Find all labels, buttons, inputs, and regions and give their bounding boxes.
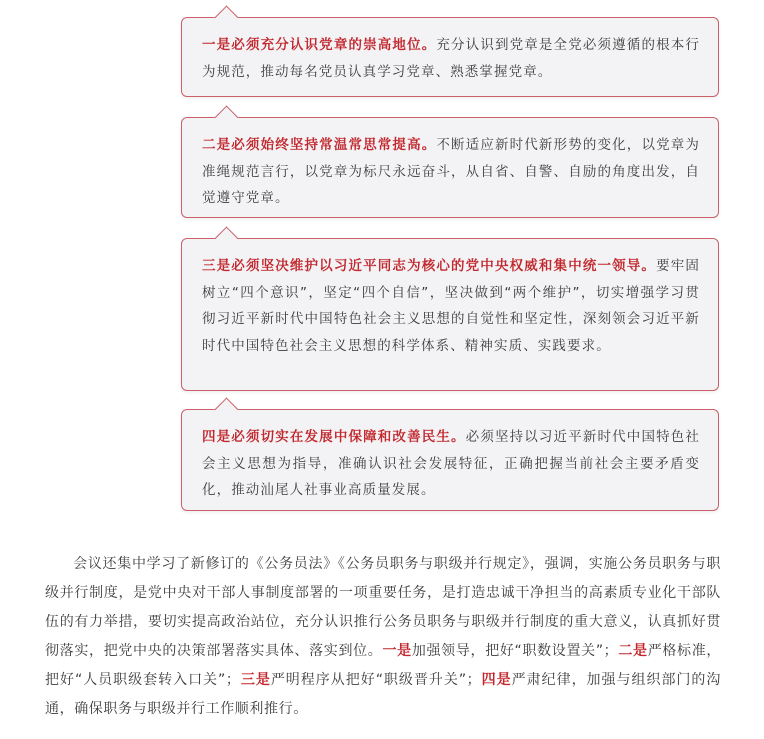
point-1-text <box>202 32 700 85</box>
callout-notch <box>214 5 238 29</box>
point-4-body: 必须坚持以习近平新时代中国特色社会主义思想为指导，准确认识社会发展特征，正确把握当前社会主要矛盾变化，推动汕尾人社事业高质量发展。 <box>202 429 700 498</box>
point-3-text <box>202 253 700 359</box>
marker-3: 三是 <box>240 672 271 688</box>
point-2-text <box>202 132 700 212</box>
paragraph-item-3: 严明程序从把好“职级晋升关”； <box>270 672 482 688</box>
paragraph-item-1: 加强领导，把好“职数设置关”； <box>411 643 619 659</box>
point-4-text <box>202 424 700 504</box>
point-3-lead: 三是必须坚决维护以习近平同志为核心的党中央权威和集中统一领导。 <box>202 258 657 274</box>
callout-notch <box>214 105 238 129</box>
marker-2: 二是 <box>618 643 648 659</box>
callout-notch <box>214 226 238 250</box>
paragraph-item-4: 严肃纪律，加强与组织部门的沟通，确保职务与职级并行工作顺利推行。 <box>45 672 721 717</box>
point-4-lead: 四是必须切实在发展中保障和改善民生。 <box>202 429 466 445</box>
point-box-4 <box>181 409 719 511</box>
point-3-body: 要牢固树立“四个意识”，坚定“四个自信”，坚决做到“两个维护”，切实增强学习贯彻习近平新时代中国特色社会主义思想的自觉性和坚定性，深刻领会习近平新时代中国特色社会主义思想的科学体系、精神实质、实践要求。 <box>202 258 700 354</box>
point-1-lead: 一是必须充分认识党章的崇高地位。 <box>202 37 437 53</box>
point-box-2 <box>181 117 719 218</box>
point-1-body: 充分认识到党章是全党必须遵循的根本行为规范，推动每名党员认真学习党章、熟悉掌握党章。 <box>202 37 700 80</box>
callout-notch <box>214 397 238 421</box>
paragraph-item-2: 严格标准，把好“人员职级套转入口关”； <box>45 643 721 688</box>
body-paragraph <box>45 550 721 724</box>
point-box-3 <box>181 238 719 391</box>
marker-4: 四是 <box>481 672 512 688</box>
point-box-1 <box>181 17 719 97</box>
point-2-body: 不断适应新时代新形势的变化，以党章为准绳规范言行，以党章为标尺永远奋斗，从自省、自警、自励的角度出发，自觉遵守党章。 <box>202 137 700 206</box>
marker-1: 一是 <box>382 643 412 659</box>
paragraph-intro: 会议还集中学习了新修订的《公务员法》《公务员职务与职级并行规定》，强调，实施公务员职务与职级并行制度，是党中央对干部人事制度部署的一项重要任务，是打造忠诚干净担当的高素质专业化干部队伍的有力举措，要切实提高政治站位，充分认识推行公务员职务与职级并行制度的重大意义，认真抓好贯彻落实，把党中央的决策部署落实具体、落实到位。 <box>45 556 721 659</box>
point-2-lead: 二是必须始终坚持常温常思常提高。 <box>202 137 437 153</box>
